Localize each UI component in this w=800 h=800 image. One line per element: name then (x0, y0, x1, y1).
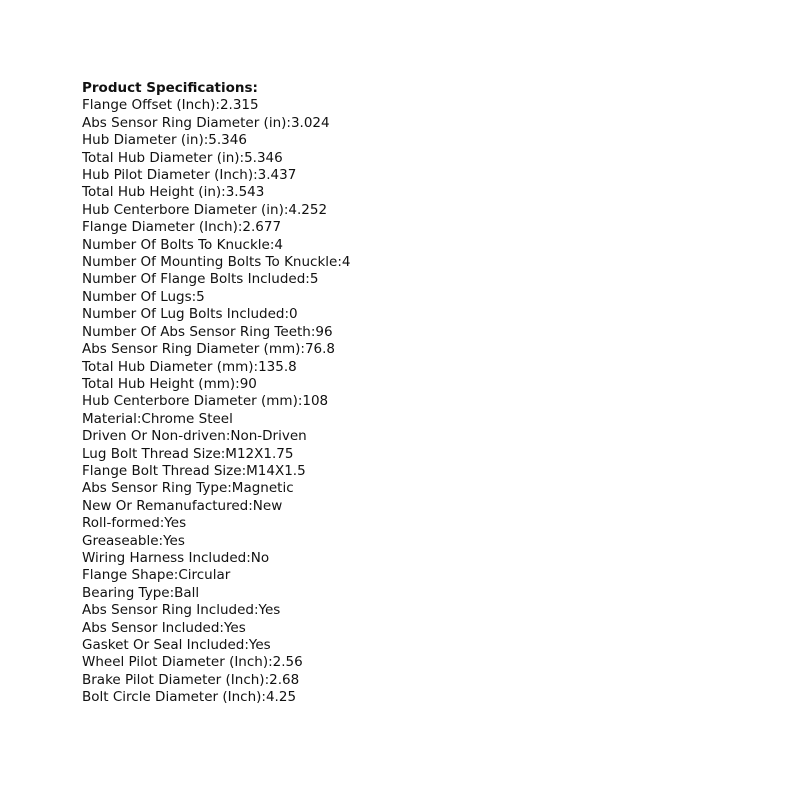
spec-item: Wiring Harness Included:No (82, 549, 270, 566)
spec-item: Lug Bolt Thread Size:M12X1.75 (82, 445, 294, 462)
spec-item: Number Of Lugs:5 (82, 288, 205, 305)
spec-item: Total Hub Height (mm):90 (82, 375, 257, 392)
spec-item: Abs Sensor Included:Yes (82, 619, 246, 636)
spec-item: New Or Remanufactured:New (82, 497, 283, 514)
spec-item: Driven Or Non-driven:Non-Driven (82, 428, 307, 445)
spec-item: Greaseable:Yes (82, 532, 185, 549)
spec-item: Abs Sensor Ring Diameter (mm):76.8 (82, 341, 335, 358)
specifications-heading: Product Specifications: (82, 80, 258, 96)
spec-item: Total Hub Diameter (mm):135.8 (82, 358, 297, 375)
spec-item: Gasket Or Seal Included:Yes (82, 637, 271, 653)
spec-item: Total Hub Diameter (in):5.346 (82, 149, 283, 166)
spec-item: Brake Pilot Diameter (Inch):2.68 (82, 671, 300, 688)
spec-item: Number Of Flange Bolts Included:5 (82, 271, 319, 288)
spec-item: Abs Sensor Ring Type:Magnetic (82, 480, 294, 497)
spec-item: Wheel Pilot Diameter (Inch):2.56 (82, 654, 303, 671)
spec-item: Number Of Mounting Bolts To Knuckle:4 (82, 254, 351, 271)
product-specifications (82, 80, 350, 707)
spec-item: Abs Sensor Ring Included:Yes (82, 602, 281, 619)
spec-item: Abs Sensor Ring Diameter (in):3.024 (82, 114, 330, 131)
spec-item: Roll-formed:Yes (82, 515, 187, 532)
spec-item: Bolt Circle Diameter (Inch):4.25 (82, 689, 297, 706)
spec-item: Flange Shape:Circular (82, 567, 231, 584)
spec-item: Material:Chrome Steel (82, 410, 233, 427)
spec-item: Hub Centerbore Diameter (in):4.252 (82, 201, 328, 218)
spec-item: Number Of Bolts To Knuckle:4 (82, 236, 283, 253)
spec-item: Bearing Type:Ball (82, 584, 200, 601)
spec-item: Hub Centerbore Diameter (mm):108 (82, 393, 329, 410)
spec-item: Number Of Abs Sensor Ring Teeth:96 (82, 323, 333, 340)
spec-item: Flange Offset (Inch):2.315 (82, 97, 259, 114)
spec-item: Flange Diameter (Inch):2.677 (82, 219, 282, 236)
spec-item: Number Of Lug Bolts Included:0 (82, 306, 298, 323)
spec-item: Hub Diameter (in):5.346 (82, 132, 247, 149)
spec-item: Flange Bolt Thread Size:M14X1.5 (82, 462, 306, 479)
spec-item: Total Hub Height (in):3.543 (82, 184, 265, 201)
specifications-list (82, 97, 350, 706)
spec-item: Hub Pilot Diameter (Inch):3.437 (82, 167, 297, 184)
